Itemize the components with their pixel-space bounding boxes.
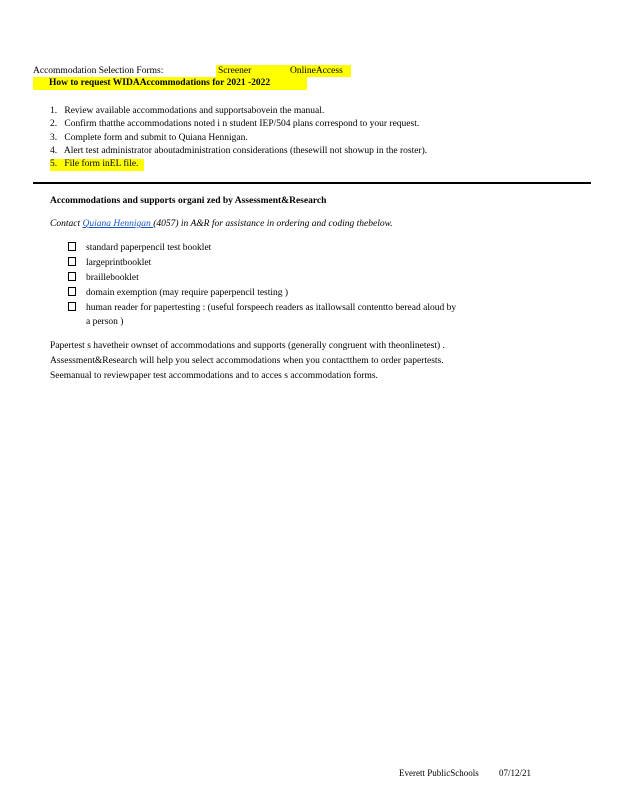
contact-name-link[interactable]: Quiana Hennigan — [82, 219, 154, 229]
list-item-text: largeprintbooklet — [86, 258, 152, 268]
form-label: Accommodation Selection Forms: — [33, 66, 164, 76]
checkbox-icon — [68, 287, 76, 296]
step-number: 1. — [50, 106, 58, 116]
list-item-continuation: a person ) — [86, 317, 124, 327]
list-item — [68, 242, 456, 257]
step-item — [50, 159, 427, 172]
checkbox-icon — [68, 302, 76, 311]
list-item-text: human reader for papertesting : (useful forspeech readers as itallowsall contentto beread aloud by — [86, 303, 457, 313]
form-type-highlight — [216, 65, 351, 77]
step-number: 3. — [50, 132, 58, 143]
form-title-line — [33, 65, 351, 77]
paragraph-line: Papertest s havetheir ownset of accommodations and supports (generally congruent with theonlinetest) . — [50, 341, 445, 351]
paper-test-paragraph — [50, 341, 445, 386]
list-item — [68, 287, 456, 302]
form-type-online-access: OnlineAccess — [290, 66, 343, 76]
step-number: 2. — [50, 119, 58, 130]
paragraph-line: Seemanual to reviewpaper test accommodations and to acces s accommodation forms. — [50, 371, 378, 381]
step-item — [50, 119, 427, 132]
footer-date: 07/12/21 — [499, 768, 532, 778]
step-number: 4. — [50, 145, 58, 156]
steps-list — [50, 106, 427, 172]
page-footer — [399, 768, 531, 779]
step-item — [50, 133, 427, 146]
list-item — [68, 272, 456, 287]
checkbox-icon — [68, 242, 76, 251]
checkbox-icon — [68, 272, 76, 281]
step-text: Complete form and submit to Quiana Hennigan. — [64, 132, 248, 143]
step-item — [50, 146, 427, 159]
accommodation-list — [68, 242, 457, 327]
step-text: Alert test administrator aboutadministration considerations (thesewill not showup in the roster). — [63, 145, 428, 156]
contact-prefix: Contact — [50, 219, 83, 229]
list-item-text: domain exemption (may require paperpencil testing ) — [86, 288, 289, 298]
footer-org: Everett PublicSchools — [399, 768, 479, 778]
form-subtitle: How to request WIDAAccommodations for 2021 -2022 — [33, 77, 307, 90]
list-item — [68, 257, 456, 272]
step-text: Review available accommodations and supportsabovein the manual. — [64, 106, 325, 116]
contact-line — [50, 219, 393, 230]
contact-suffix: (4057) in A&R for assistance in ordering and coding thebelow. — [153, 219, 393, 229]
step-item — [50, 106, 427, 119]
step-number: 5. — [50, 159, 58, 170]
step-text: File form inEL file. — [64, 159, 139, 170]
step-text: Confirm thatthe accommodations noted i n student IEP/504 plans correspond to your request. — [64, 119, 420, 130]
list-item-text: standard paperpencil test booklet — [86, 243, 212, 253]
list-item — [68, 302, 457, 327]
checkbox-icon — [68, 257, 76, 266]
form-type-screener: Screener — [218, 66, 252, 76]
paragraph-line: Assessment&Research will help you select accommodations when you contactthem to order papertests. — [50, 356, 444, 366]
section-heading: Accommodations and supports organi zed by Assessment&Research — [50, 196, 327, 206]
section-divider — [33, 182, 591, 184]
list-item-text: braillebooklet — [86, 273, 139, 283]
step-highlight — [50, 159, 144, 170]
